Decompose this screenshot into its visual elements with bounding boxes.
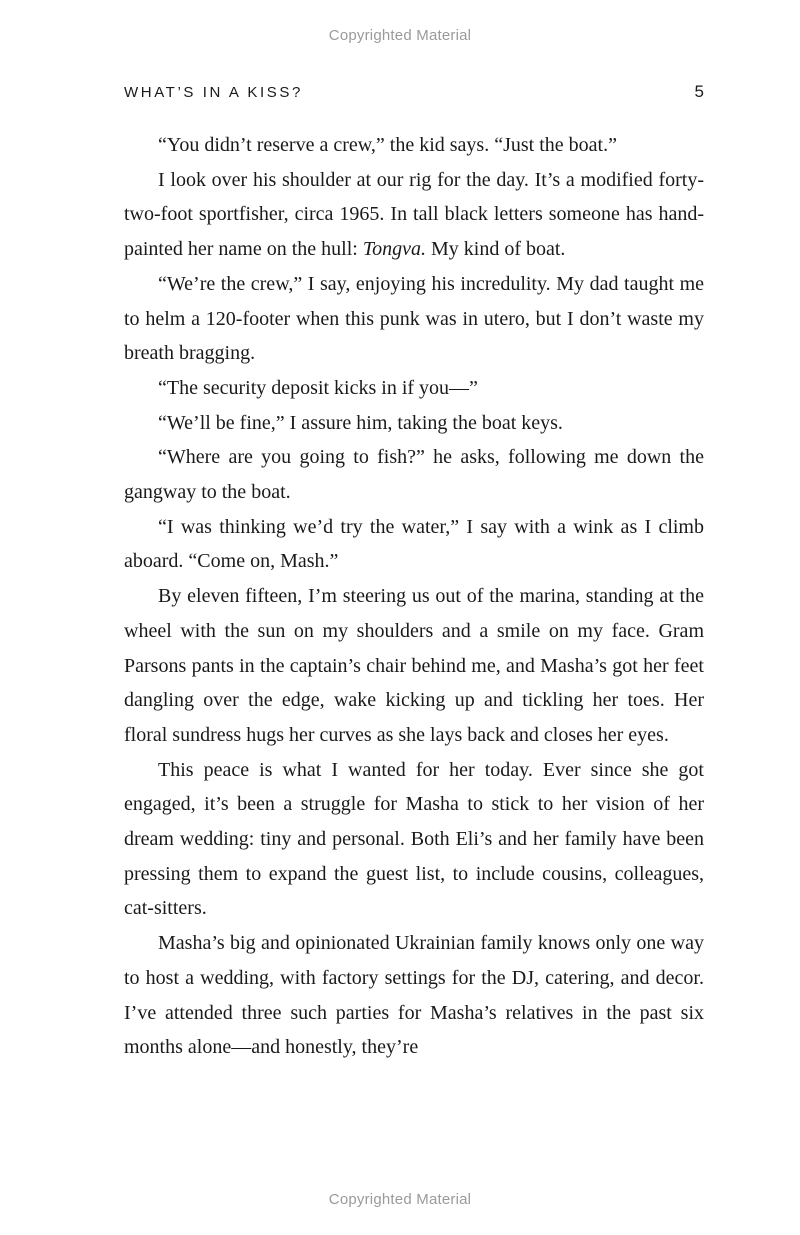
paragraph: “The security deposit kicks in if you—” [158, 376, 478, 399]
paragraph: “You didn’t reserve a crew,” the kid says. “Just the boat.” [158, 134, 617, 156]
paragraph: “We’re the crew,” I say, enjoying his incredulity. My dad taught me to helm a 120-footer when this punk was in utero, but I don’t waste my breath bragging. [124, 272, 704, 365]
boat-name: Tongva. [362, 238, 426, 261]
copyright-watermark-bottom: Copyrighted Material [328, 1191, 472, 1208]
paragraph: Masha’s big and opinionated Ukrainian family knows only one way to host a wedding, with factory settings for the DJ, catering, and decor. I’ve attended three such parties for Masha’s relatives in the past six months alone—and honestly, they’re [124, 932, 704, 1059]
chapter-title: WHAT’S IN A KISS? [124, 84, 303, 101]
paragraph: “I was thinking we’d try the water,” I say with a wink as I climb aboard. “Come on, Mash.” [124, 515, 704, 573]
copyright-watermark-top: Copyrighted Material [328, 27, 472, 44]
running-header [124, 84, 704, 108]
body-text [124, 128, 704, 1065]
paragraph: This peace is what I wanted for her today. Ever since she got engaged, it’s been a struggle for Masha to stick to her vision of her dream wedding: tiny and personal. Both Eli’s and her family have been pressing them to expand the guest list, to include cousins, colleagues, cat-sitters. [124, 758, 704, 920]
paragraph: “Where are you going to fish?” he asks, following me down the gangway to the boat. [124, 446, 704, 504]
paragraph: By eleven fifteen, I’m steering us out of the marina, standing at the wheel with the sun on my shoulders and a smile on my face. Gram Parsons pants in the captain’s chair behind me, and Masha’s got her feet dangling over the edge, wake kicking up and tickling her toes. Her floral sundress hugs her curves as she lays back and closes her eyes. [124, 585, 704, 746]
paragraph: “We’ll be fine,” I assure him, taking the boat keys. [158, 411, 563, 434]
page-number: 5 [694, 82, 704, 101]
paragraph: I look over his shoulder at our rig for the day. It’s a modified forty-two-foot sportfisher, circa 1965. In tall black letters someone has hand-painted her name on the hull: Tongva. My kind of boat. [124, 168, 704, 261]
